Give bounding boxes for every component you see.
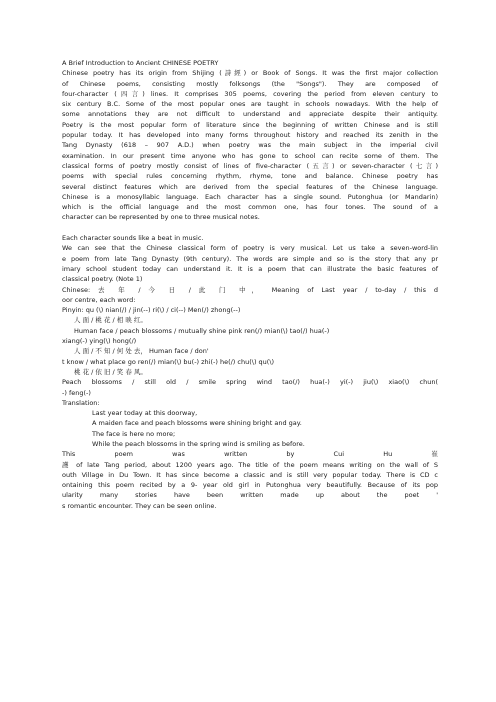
- text-line: The face is here no more;: [92, 429, 176, 438]
- text-line: which is the official language and the most common one, has four tones. The sound of a: [62, 203, 438, 212]
- text-line: We can see that the Chinese classical form of poetry is very musical. Let us take a seven-word-lin: [62, 244, 438, 253]
- text-line: Last year today at this doorway,: [92, 409, 198, 418]
- text-line: ontaining this poem recited by a 9- year old girl in Putonghua very beautifully. Because of its pop: [62, 481, 438, 490]
- text-line: classical forms of poetry mostly consist of lines of five-character (五言) or seven-character (七言): [62, 161, 438, 170]
- text-line: examination. In our present time anyone who has gone to school can recite some of them. The: [62, 151, 438, 160]
- text-line: outh Village in Du Town. It has since become a classic and is still very popular today. There is CD c: [62, 470, 438, 479]
- text-line: imary school student today can understand it. It is a poem that can illustrate the basic features of: [62, 264, 438, 273]
- blank-line: [62, 223, 438, 233]
- text-line: some annotations they are not difficult to understand and appreciate despite their antiquity.: [62, 110, 438, 119]
- text-line: Tang Dynasty (618 – 907 A.D.) when poetry was the main subject in the imperial civil: [62, 141, 438, 150]
- text-line: several distinct features which are derived from the special features of the Chinese language.: [62, 182, 438, 191]
- text-line: of Chinese poems, consisting mostly folksongs (the "Songs"). They are composed of: [62, 79, 438, 88]
- text-line: -) feng(-): [62, 388, 91, 397]
- text-line: classical poetry. (Note 1): [62, 275, 143, 284]
- text-line: character can be represented by one to three musical notes.: [62, 213, 260, 222]
- text-line: Translation:: [62, 398, 100, 407]
- text-line: s romantic encounter. They can be seen online.: [62, 501, 217, 510]
- text-line: Chinese is a monosyllabic language. Each character has a single sound. Putonghua (or Mandarin): [62, 192, 438, 201]
- document-page: [62, 58, 438, 511]
- text-line: ularity many stories have been written made up about the poet ': [62, 491, 438, 500]
- text-line: Peach blossoms / still old / smile spring wind tao(/) hua(-) yi(-) jiu(\) xiao(\) chun(: [62, 378, 438, 387]
- text-line: xiang(-) ying(\) hong(/): [62, 337, 137, 346]
- text-line: Each character sounds like a beat in music.: [62, 234, 204, 243]
- text-line: 桃 花 / 依 旧 / 笑 春 风。: [74, 367, 147, 376]
- text-line: A maiden face and peach blossoms were shining bright and gay.: [92, 419, 302, 428]
- text-line: While the peach blossoms in the spring wind is smiling as before.: [92, 439, 305, 448]
- text-line: Chinese poetry has its origin from Shijing (詩經) or Book of Songs. It was the first major collection: [62, 69, 438, 78]
- text-line: poems with special rules concerning rhythm, rhyme, tone and balance. Chinese poetry has: [62, 172, 438, 181]
- text-line: six century B.C. Some of the most popular ones are taught in schools nowadays. With the help of: [62, 100, 438, 109]
- document-body: [62, 68, 438, 511]
- text-line: popular today. It has developed into many forms throughout history and reached its zenith in the: [62, 131, 438, 140]
- text-line: 護 of late Tang period, about 1200 years ago. The title of the poem means writing on the wall of S: [62, 460, 438, 469]
- text-line: 人 面 / 不 知 / 何 处 去， Human face / don': [74, 347, 209, 356]
- text-line: This poem was written by Cui Hu 崔: [62, 450, 438, 459]
- text-line: four-character (四言) lines. It comprises 305 poems, covering the period from eleven century to: [62, 89, 438, 98]
- text-line: Poetry is the most popular form of literature since the beginning of written Chinese and is still: [62, 120, 438, 129]
- document-title: A Brief Introduction to Ancient CHINESE POETRY: [62, 59, 219, 67]
- text-line: Human face / peach blossoms / mutually shine pink ren(/) mian(\) tao(/) hua(-): [74, 326, 330, 335]
- text-line: Chinese: 去 年 / 今 日 / 此 门 中， Meaning of Last year / to-day / this d: [62, 285, 438, 294]
- text-line: 人 面 / 桃 花 / 相 映 红。: [74, 316, 147, 325]
- text-line: Pinyin: qu (\) nian(/) / jin(--) ri(\) / ci(--) Men(/) zhong(--): [62, 306, 241, 315]
- text-line: oor centre, each word:: [62, 295, 136, 304]
- text-line: t know / what place go ren(/) mian(\) bu(-) zhi(-) he(/) chu(\) qu(\): [62, 357, 275, 366]
- text-line: e poem from late Tang Dynasty (9th century). The words are simple and so is the story that any pr: [62, 254, 438, 263]
